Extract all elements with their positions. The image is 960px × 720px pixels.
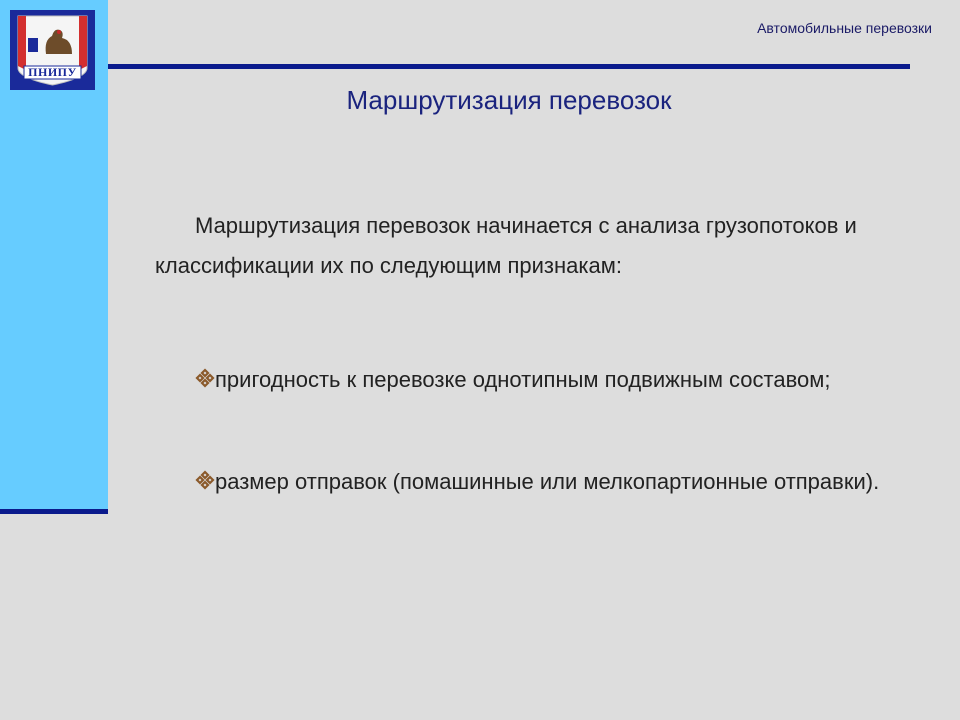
- diamond-bullet-icon: [195, 470, 215, 490]
- bullet-text: размер отправок (помашинные или мелкопартионные отправки).: [215, 469, 880, 494]
- bullet-item: [155, 360, 935, 400]
- header-divider: [108, 64, 910, 69]
- slide-title: Маршрутизация перевозок: [346, 85, 672, 115]
- intro-paragraph: Маршрутизация перевозок начинается с анализа грузопотоков и классификации их по следующим признакам:: [155, 213, 857, 278]
- logo-text: ПНИПУ: [28, 65, 77, 79]
- university-logo: [10, 10, 95, 90]
- bullet-item: [155, 462, 935, 502]
- diamond-bullet-icon: [195, 368, 215, 388]
- bullet-text: пригодность к перевозке однотипным подвижным составом;: [215, 367, 831, 392]
- course-caption: Автомобильные перевозки: [757, 20, 932, 36]
- sidebar-divider: [0, 509, 108, 514]
